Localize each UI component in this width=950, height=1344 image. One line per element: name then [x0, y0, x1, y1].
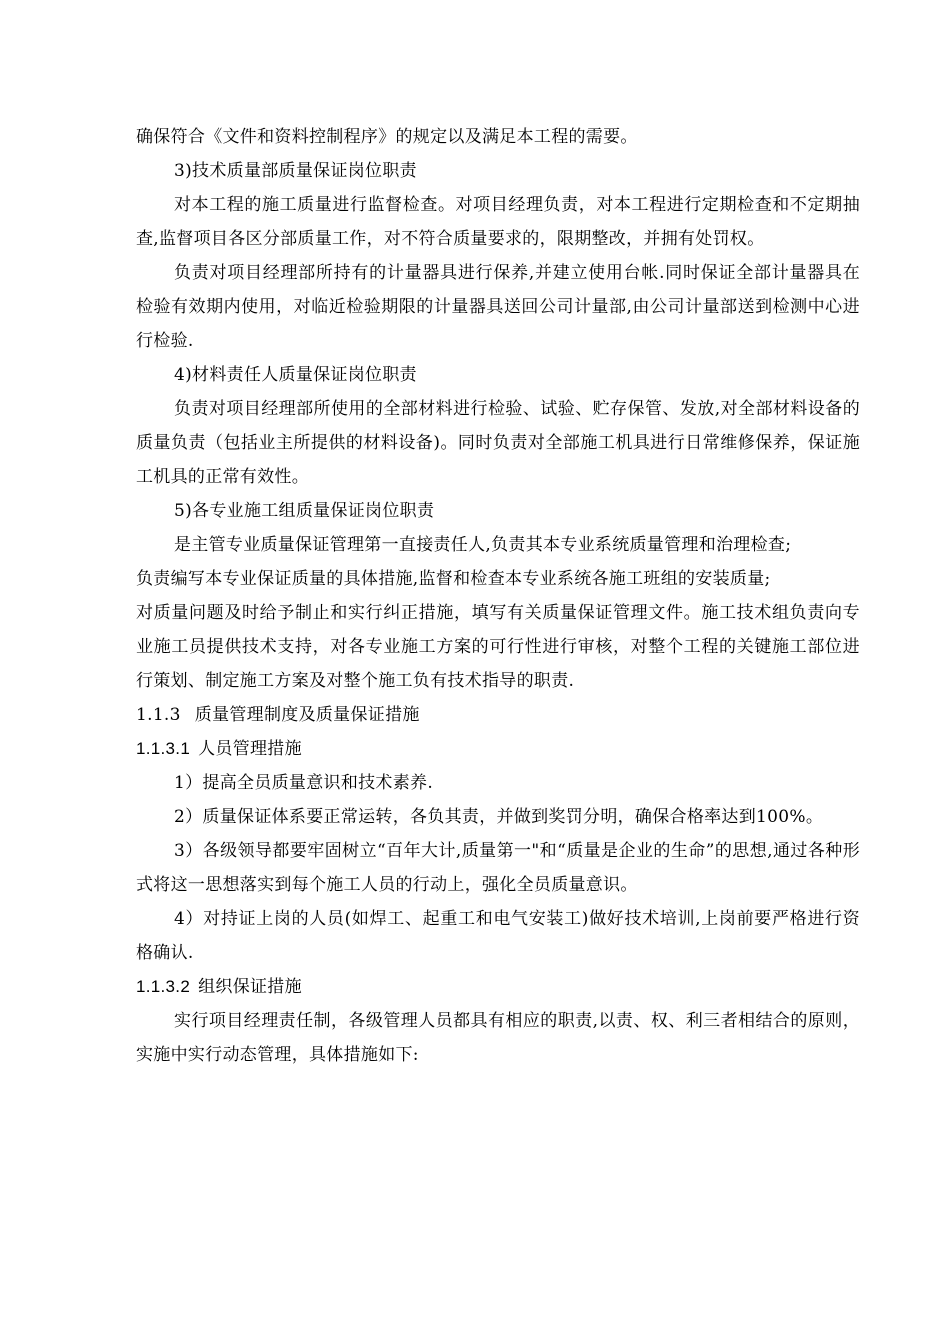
paragraph-quality-dept: 对本工程的施工质量进行监督检查。对项目经理负责，对本工程进行定期检查和不定期抽查,监督项目各区分部质量工作，对不符合质量要求的，限期整改，并拥有处罚权。: [136, 195, 860, 249]
section-heading-1-1-3-2: [136, 970, 860, 1004]
section-number: 1.1.3: [136, 705, 181, 725]
list-item: 3）各级领导都要牢固树立“百年大计,质量第一"和“质量是企业的生命”的思想,通过各种形式将这一思想落实到每个施工人员的行动上，强化全员质量意识。: [136, 841, 860, 895]
list-item: 1）提高全员质量意识和技术素养.: [174, 773, 434, 793]
section-title: 质量管理制度及质量保证措施: [194, 705, 420, 725]
paragraph-specialty-3: 对质量问题及时给予制止和实行纠正措施，填写有关质量保证管理文件。施工技术组负责向专业施工员提供技术支持，对各专业施工方案的可行性进行审核，对整个工程的关键施工部位进行策划、制定施工方案及对整个施工负有技术指导的职责.: [136, 603, 860, 691]
section-number: 1.1.3.2: [136, 977, 191, 996]
list-item: 4）对持证上岗的人员(如焊工、起重工和电气安装工)做好技术培训,上岗前要严格进行资格确认.: [136, 909, 860, 963]
section-title: 人员管理措施: [198, 739, 302, 759]
heading-item-5: 5)各专业施工组质量保证岗位职责: [174, 501, 435, 521]
paragraph-materials: 负责对项目经理部所使用的全部材料进行检验、试验、贮存保管、发放,对全部材料设备的质量负责（包括业主所提供的材料设备)。同时负责对全部施工机具进行日常维修保养，保证施工机具的正常有效性。: [136, 399, 860, 487]
paragraph-specialty-2: 负责编写本专业保证质量的具体措施,监督和检查本专业系统各施工班组的安装质量;: [136, 569, 771, 589]
heading-item-3: 3)技术质量部质量保证岗位职责: [174, 161, 417, 181]
heading-item-4: 4)材料责任人质量保证岗位职责: [174, 365, 417, 385]
section-number: 1.1.3.1: [136, 739, 191, 758]
paragraph-measuring-tools: 负责对项目经理部所持有的计量器具进行保养,并建立使用台帐.同时保证全部计量器具在检验有效期内使用，对临近检验期限的计量器具送回公司计量部,由公司计量部送到检测中心进行检验.: [136, 263, 860, 351]
document-page: [136, 120, 860, 1072]
section-heading-1-1-3-1: [136, 732, 860, 766]
paragraph-organization: 实行项目经理责任制，各级管理人员都具有相应的职责,以责、权、利三者相结合的原则，实施中实行动态管理，具体措施如下:: [136, 1011, 860, 1065]
list-item: 2）质量保证体系要正常运转，各负其责，并做到奖罚分明，确保合格率达到100%。: [174, 807, 824, 827]
section-title: 组织保证措施: [198, 977, 302, 997]
paragraph-intro: 确保符合《文件和资料控制程序》的规定以及满足本工程的需要。: [136, 127, 638, 147]
section-heading-1-1-3: [136, 698, 860, 732]
paragraph-specialty-1: 是主管专业质量保证管理第一直接责任人,负责其本专业系统质量管理和治理检查;: [174, 535, 792, 555]
